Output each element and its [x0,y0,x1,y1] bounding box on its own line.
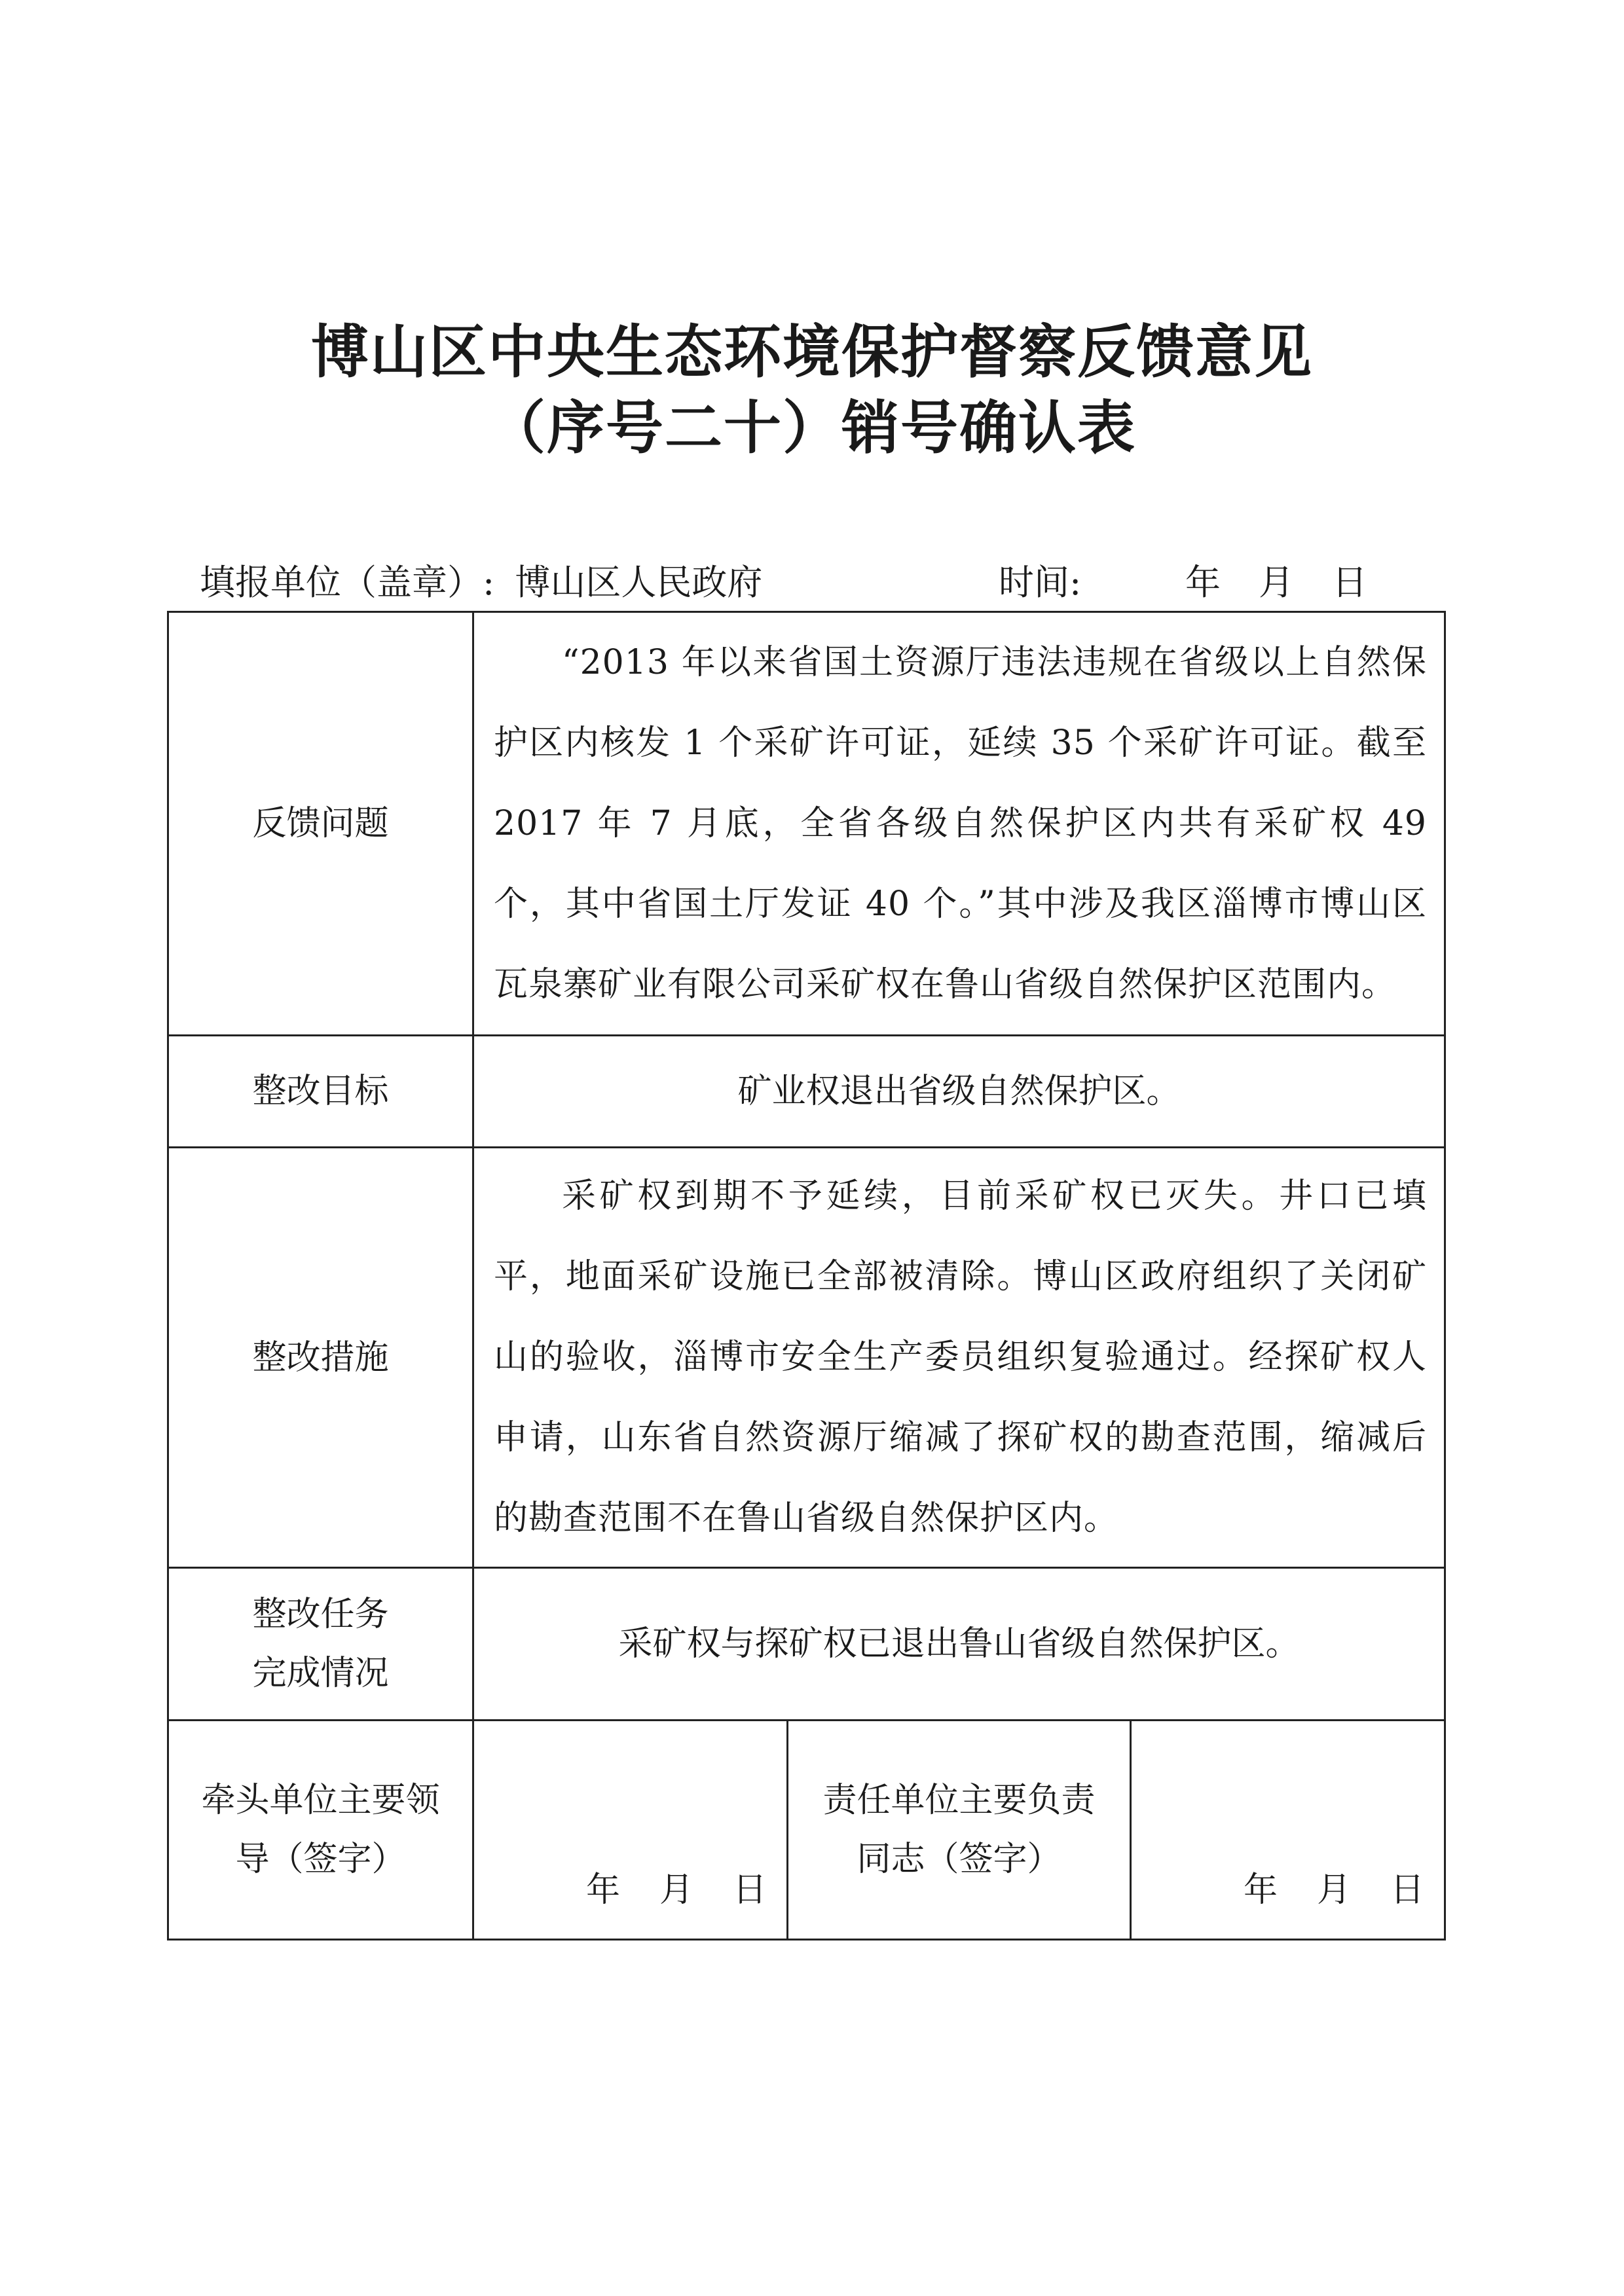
row-signatures [168,1721,1445,1940]
completion-label [168,1568,473,1721]
row-completion [168,1568,1445,1721]
lead-sign-year: 年 [585,1870,620,1910]
feedback-text: “2013 年以来省国土资源厅违法违规在省级以上自然保护区内核发 1 个采矿许可证，延续 35 个采矿许可证。截至 2017 年 7 月底，全省各级自然保护区内共有采矿权 49 个，其中省国土厅发证 40 个。”其中涉及我区淄博市博山区瓦泉寨矿业有限公司采矿权在鲁山省级自然保护区范围内。 [494,642,1428,1004]
resp-signature-field[interactable] [1131,1721,1445,1940]
lead-signature-label [168,1721,473,1940]
reporting-unit [200,556,762,609]
lead-signature-field[interactable] [473,1721,788,1940]
time-year: 年 [1185,562,1221,603]
time-month: 月 [1259,562,1294,603]
time-date-placeholder [1185,556,1367,609]
row-measures [168,1148,1445,1568]
resp-signature-label [788,1721,1131,1940]
lead-label-line2: 导（签字） [235,1840,406,1879]
feedback-label: 反馈问题 [168,612,473,1036]
row-feedback [168,612,1445,1036]
feedback-cell [473,612,1445,1036]
reporting-unit-value: 博山区人民政府 [515,562,763,603]
resp-label-line2: 同志（签字） [857,1840,1061,1879]
completion-label-line1: 整改任务 [252,1595,389,1634]
time-day: 日 [1332,562,1367,603]
resp-sign-year: 年 [1243,1870,1278,1910]
completion-label-line2: 完成情况 [252,1654,389,1693]
lead-label-line1: 牵头单位主要领 [201,1781,440,1820]
resp-sign-day: 日 [1390,1870,1425,1910]
confirmation-table [167,611,1446,1941]
resp-sign-month: 月 [1317,1870,1352,1910]
measures-label: 整改措施 [168,1148,473,1568]
reporting-unit-label: 填报单位（盖章）: [200,562,495,603]
resp-label-line1: 责任单位主要负责 [822,1781,1096,1820]
document-title-line2: （序号二十）销号确认表 [487,394,1136,462]
row-goal [168,1036,1445,1148]
time-label: 时间: [999,562,1082,603]
measures-cell [473,1148,1445,1568]
completion-text: 采矿权与探矿权已退出鲁山省级自然保护区。 [473,1568,1445,1721]
goal-text: 矿业权退出省级自然保护区。 [473,1036,1445,1148]
lead-sign-day: 日 [732,1870,767,1910]
goal-label: 整改目标 [168,1036,473,1148]
document-title-line1: 博山区中央生态环境保护督察反馈意见 [310,318,1313,386]
lead-sign-month: 月 [659,1870,693,1910]
measures-text: 采矿权到期不予延续，目前采矿权已灭失。井口已填平，地面采矿设施已全部被清除。博山区政府组织了关闭矿山的验收，淄博市安全生产委员组织复验通过。经探矿权人申请，山东省自然资源厅缩减了探矿权的勘查范围，缩减后的勘查范围不在鲁山省级自然保护区内。 [494,1176,1428,1538]
